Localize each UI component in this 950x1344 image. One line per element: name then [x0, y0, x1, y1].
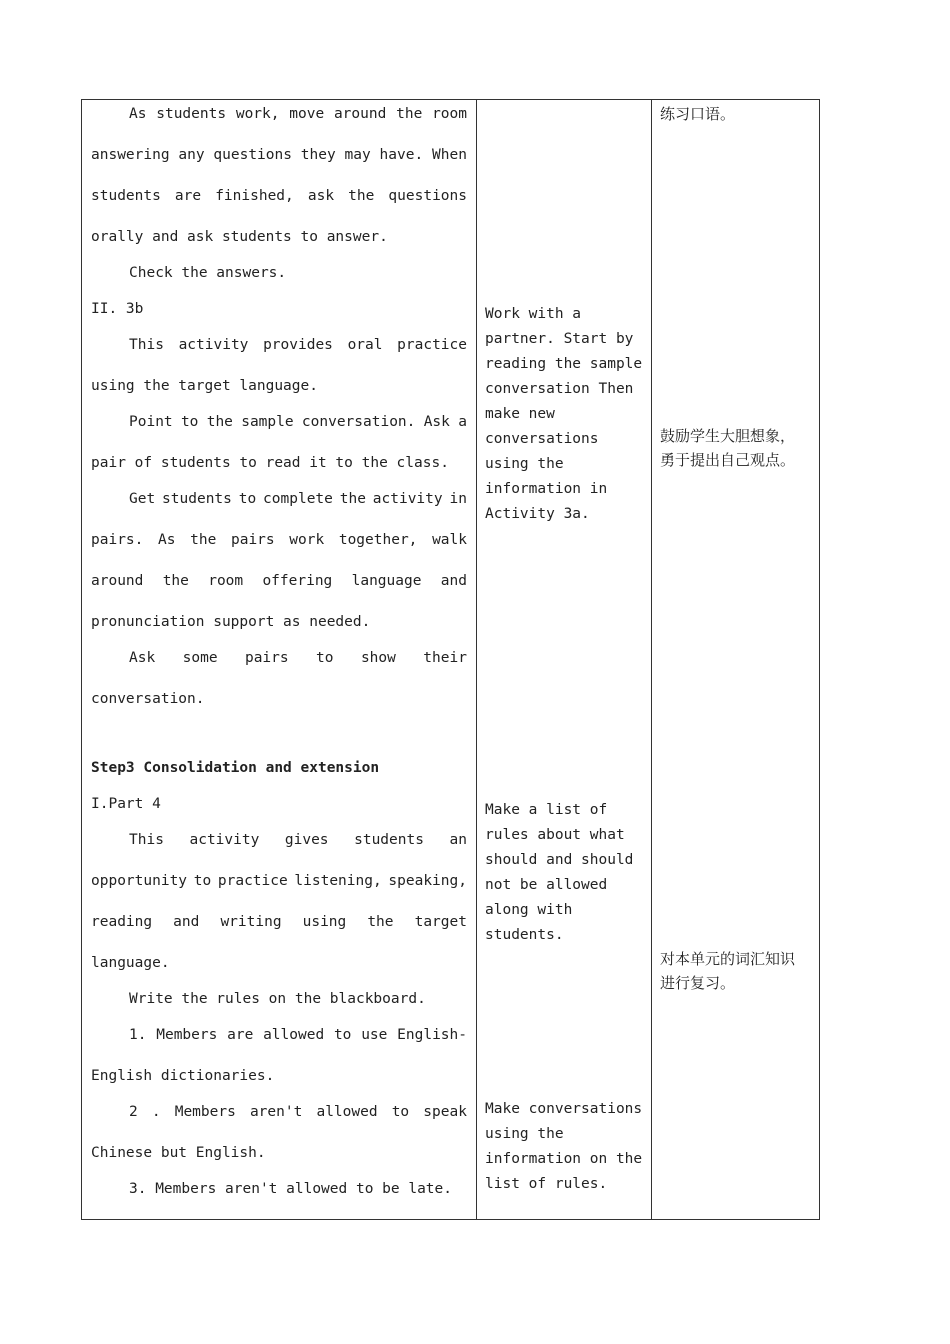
word: writing: [220, 914, 282, 930]
word: finished,: [215, 188, 294, 204]
word: the: [348, 188, 375, 204]
word: sample: [241, 414, 294, 430]
column-divider: [476, 100, 477, 1219]
word: As: [158, 532, 176, 548]
word: their: [423, 650, 467, 666]
word: Members: [174, 1104, 236, 1120]
word: answering: [91, 147, 170, 163]
word: oral: [347, 337, 383, 353]
word: activity: [178, 337, 249, 353]
word: Ask: [423, 414, 450, 430]
word: around: [91, 573, 144, 589]
text-line: [129, 335, 467, 355]
student-activity-3b: Work with a partner. Start by reading the sample conversation Then make new conversations using the information in Activity 3a.: [485, 306, 643, 522]
text-line: orally and ask students to answer.: [91, 229, 388, 245]
word: language: [351, 573, 422, 589]
word: the: [162, 573, 189, 589]
word: As: [129, 106, 147, 122]
word: walk: [432, 532, 467, 548]
word: When: [432, 147, 467, 163]
text-line: [91, 871, 467, 891]
word: have.: [379, 147, 424, 163]
word: activity: [372, 491, 443, 507]
text-line: 3. Members aren't allowed to be late.: [129, 1181, 453, 1197]
text-line: II. 3b: [91, 301, 144, 317]
word: are: [174, 188, 202, 204]
word: offering: [262, 573, 333, 589]
word: and: [440, 573, 467, 589]
word: a: [458, 414, 467, 430]
word: complete: [263, 491, 333, 507]
word: to: [333, 1027, 352, 1043]
word: students: [91, 188, 161, 204]
text-line: [91, 145, 467, 165]
word: room: [432, 106, 467, 122]
text-line: language.: [91, 955, 170, 971]
word: students: [162, 491, 232, 507]
word: move: [289, 106, 325, 122]
text-line: [91, 530, 467, 550]
text-line: Chinese but English.: [91, 1145, 266, 1161]
word: the: [206, 414, 233, 430]
word: students: [354, 832, 424, 848]
text-line: conversation.: [91, 691, 205, 707]
text-line: I.Part 4: [91, 796, 161, 812]
text-line: [129, 489, 467, 509]
word: the: [396, 106, 423, 122]
word: Ask: [129, 650, 156, 666]
word: together,: [338, 532, 418, 548]
word: the: [190, 532, 217, 548]
text-line: Write the rules on the blackboard.: [129, 991, 426, 1007]
student-activity-conversations: Make conversations using the information on the list of rules.: [485, 1101, 643, 1192]
word: work: [289, 532, 325, 548]
word: allowed: [263, 1027, 325, 1043]
word: opportunity: [91, 873, 188, 889]
word: gives: [284, 832, 329, 848]
text-line: [91, 912, 467, 932]
word: in: [449, 491, 467, 507]
word: and: [173, 914, 200, 930]
word: 2: [129, 1104, 138, 1120]
word: are: [227, 1027, 254, 1043]
word: to: [316, 650, 334, 666]
text-line: Check the answers.: [129, 265, 287, 281]
word: using: [302, 914, 347, 930]
word: 1.: [129, 1027, 147, 1043]
text-line: [129, 1025, 467, 1045]
word: pairs: [244, 650, 289, 666]
word: practice: [397, 337, 467, 353]
word: Point: [129, 414, 173, 430]
text-line: [91, 186, 467, 206]
word: show: [360, 650, 396, 666]
word: listening,: [294, 873, 382, 889]
text-line: [91, 571, 467, 591]
word: conversation.: [301, 414, 416, 430]
intent-note-1: 练习口语。: [660, 105, 736, 123]
word: use: [361, 1027, 388, 1043]
word: questions: [388, 188, 467, 204]
text-line: [129, 830, 467, 850]
lesson-plan-table: [81, 99, 820, 1220]
word: around: [333, 106, 387, 122]
word: target: [414, 914, 467, 930]
text-line: using the target language.: [91, 378, 318, 394]
word: may: [344, 147, 371, 163]
word: pairs: [230, 532, 275, 548]
text-line: [129, 1102, 467, 1122]
text-line: [129, 104, 467, 124]
word: speaking,: [388, 873, 467, 889]
text-line: pair of students to read it to the class.: [91, 455, 449, 471]
word: room: [208, 573, 244, 589]
word: the: [339, 491, 366, 507]
column-divider: [651, 100, 652, 1219]
word: English-: [397, 1027, 467, 1043]
word: they: [300, 147, 336, 163]
word: to: [193, 873, 212, 889]
word: an: [449, 832, 467, 848]
word: to: [391, 1104, 410, 1120]
word: provides: [263, 337, 333, 353]
intent-note-2: 鼓励学生大胆想象， 勇于提出自己观点。: [660, 427, 796, 469]
student-activity-part4: Make a list of rules about what should and should not be allowed along with students.: [485, 802, 634, 943]
word: the: [367, 914, 394, 930]
text-line: [129, 648, 467, 668]
word: questions: [213, 147, 292, 163]
word: aren't: [249, 1104, 303, 1120]
word: Members: [156, 1027, 218, 1043]
text-line: Step3 Consolidation and extension: [91, 760, 380, 776]
word: reading: [91, 914, 153, 930]
word: .: [151, 1104, 161, 1120]
word: pairs.: [91, 532, 144, 548]
text-line: pronunciation support as needed.: [91, 614, 371, 630]
word: Get: [129, 491, 156, 507]
word: any: [178, 147, 205, 163]
word: some: [182, 650, 218, 666]
word: speak: [423, 1104, 467, 1120]
word: allowed: [316, 1104, 378, 1120]
word: to: [180, 414, 199, 430]
word: This: [129, 832, 164, 848]
word: work,: [235, 106, 280, 122]
word: practice: [217, 873, 288, 889]
word: ask: [307, 188, 335, 204]
text-line: English dictionaries.: [91, 1068, 275, 1084]
word: activity: [189, 832, 260, 848]
word: students: [156, 106, 227, 122]
text-line: [129, 412, 467, 432]
intent-note-3: 对本单元的词汇知识 进行复习。: [660, 950, 796, 992]
word: This: [129, 337, 164, 353]
word: to: [238, 491, 257, 507]
